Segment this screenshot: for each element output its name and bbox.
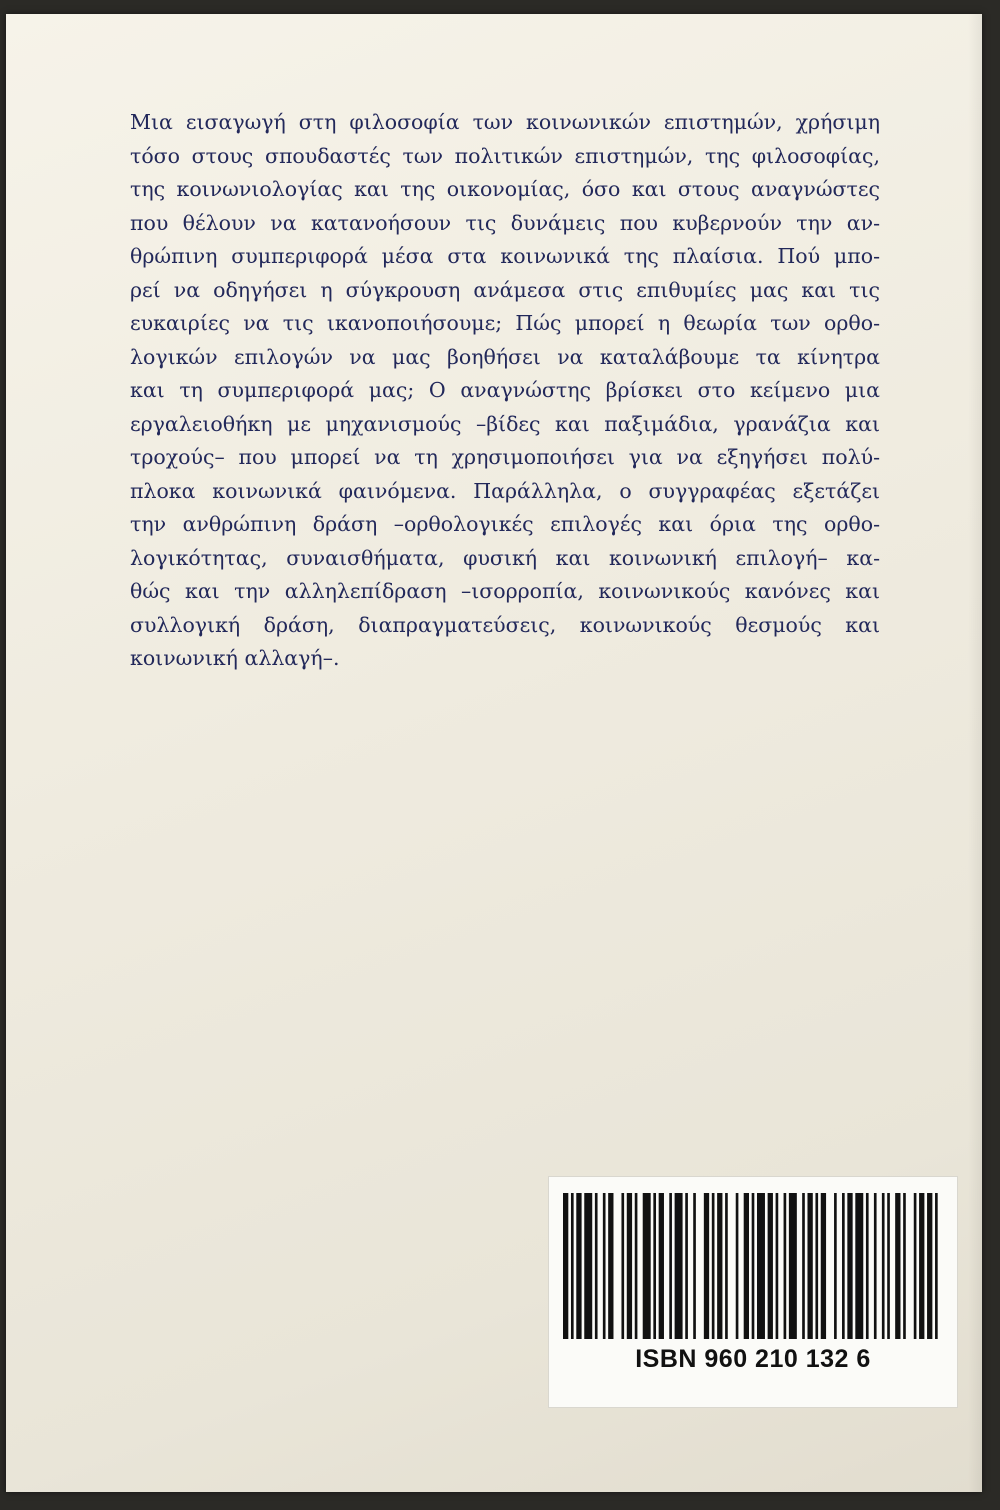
- barcode-bar: [927, 1193, 932, 1339]
- barcode-bar: [789, 1193, 797, 1339]
- barcode-bar: [855, 1193, 863, 1339]
- blurb-line: εργαλειοθήκη με μηχανισμούς –βίδες και παξιμάδια, γρανάζια και: [130, 411, 880, 436]
- barcode-bar: [736, 1193, 739, 1339]
- barcode-bar: [584, 1193, 592, 1339]
- barcode-bar: [704, 1193, 709, 1339]
- barcode-bar: [675, 1193, 683, 1339]
- barcode-bar: [627, 1193, 632, 1339]
- barcode-bar: [563, 1193, 568, 1339]
- barcode-bar: [621, 1193, 624, 1339]
- blurb-line: θρώπινη συμπεριφορά μέσα στα κοινωνικά της πλαίσια. Πού μπο-: [130, 244, 880, 268]
- barcode-bar: [669, 1193, 672, 1339]
- barcode-bar: [914, 1193, 917, 1339]
- barcode-bar: [903, 1193, 906, 1339]
- barcode-bar: [882, 1193, 885, 1339]
- isbn-barcode-label: [548, 1176, 958, 1408]
- barcode-bar: [595, 1193, 598, 1339]
- blurb-line: Μια εισαγωγή στη φιλοσοφία των κοινωνικών επιστημών, χρήσιμη: [130, 110, 880, 134]
- barcode-bar: [866, 1193, 869, 1339]
- blurb-line: συλλογική δράση, διαπραγματεύσεις, κοινωνικούς θεσμούς και: [130, 612, 880, 637]
- barcode-bar: [717, 1193, 722, 1339]
- blurb-line: θώς και την αλληλεπίδραση –ισορροπία, κοινωνικούς κανόνες και: [130, 579, 880, 603]
- barcode-bar: [603, 1193, 606, 1339]
- blurb-line: την ανθρώπινη δράση –ορθολογικές επιλογές και όρια της ορθο-: [130, 512, 880, 536]
- cover-edge-shade: [968, 14, 982, 1492]
- barcode-bar: [802, 1193, 805, 1339]
- barcode-bar: [821, 1193, 826, 1339]
- barcode-bar: [744, 1193, 749, 1339]
- barcode-bar: [752, 1193, 755, 1339]
- back-cover-blurb: [130, 106, 880, 676]
- barcode-bar: [693, 1193, 696, 1339]
- barcode-bar: [895, 1193, 900, 1339]
- blurb-line: ευκαιρίες να τις ικανοποιήσουμε; Πώς μπορεί η θεωρία των ορθο-: [130, 311, 880, 335]
- blurb-line: και τη συμπεριφορά μας; Ο αναγνώστης βρίσκει στο κείμενο μια: [130, 378, 880, 402]
- blurb-line: της κοινωνιολογίας και της οικονομίας, όσο και στους αναγνώστες: [130, 177, 880, 201]
- barcode-bar: [847, 1193, 852, 1339]
- barcode-bar: [919, 1193, 924, 1339]
- barcode-bar: [643, 1193, 651, 1339]
- blurb-line: που θέλουν να κατανοήσουν τις δυνάμεις που κυβερνούν την αν-: [130, 210, 880, 235]
- barcode-bar: [608, 1193, 613, 1339]
- barcode-bar: [635, 1193, 638, 1339]
- barcode-bar: [807, 1193, 812, 1339]
- barcode-bar: [874, 1193, 877, 1339]
- blurb-line: ρεί να οδηγήσει η σύγκρουση ανάμεσα στις επιθυμίες μας και τις: [130, 277, 880, 302]
- blurb-line: λογικότητας, συναισθήματα, φυσική και κοινωνική επιλογή– κα-: [130, 545, 880, 570]
- barcode-bar: [712, 1193, 715, 1339]
- barcode-bar: [685, 1193, 688, 1339]
- barcode-bar: [571, 1193, 574, 1339]
- barcode-bar: [757, 1193, 765, 1339]
- barcode-bar: [935, 1193, 938, 1339]
- barcode-bar: [784, 1193, 787, 1339]
- blurb-line: τόσο στους σπουδαστές των πολιτικών επιστημών, της φιλοσοφίας,: [130, 143, 880, 168]
- barcode-bar: [659, 1193, 664, 1339]
- isbn-number: ISBN 960 210 132 6: [635, 1345, 871, 1373]
- blurb-line: πλοκα κοινωνικά φαινόμενα. Παράλληλα, ο συγγραφέας εξετάζει: [130, 478, 880, 503]
- barcode-bar: [725, 1193, 728, 1339]
- barcode-bar: [768, 1193, 773, 1339]
- blurb-line: τροχούς– που μπορεί να τη χρησιμοποιήσει για να εξηγήσει πολύ-: [130, 445, 880, 469]
- blurb-line: κοινωνική αλλαγή–.: [130, 646, 340, 670]
- barcode-bar: [576, 1193, 581, 1339]
- barcode-bar: [815, 1193, 818, 1339]
- barcode-bar: [776, 1193, 779, 1339]
- barcode-bar: [834, 1193, 837, 1339]
- blurb-line: λογικών επιλογών να μας βοηθήσει να καταλάβουμε τα κίνητρα: [130, 344, 880, 369]
- barcode-bar: [842, 1193, 845, 1339]
- barcode-bar: [887, 1193, 890, 1339]
- barcode-bar: [653, 1193, 656, 1339]
- barcode-icon: [563, 1193, 943, 1339]
